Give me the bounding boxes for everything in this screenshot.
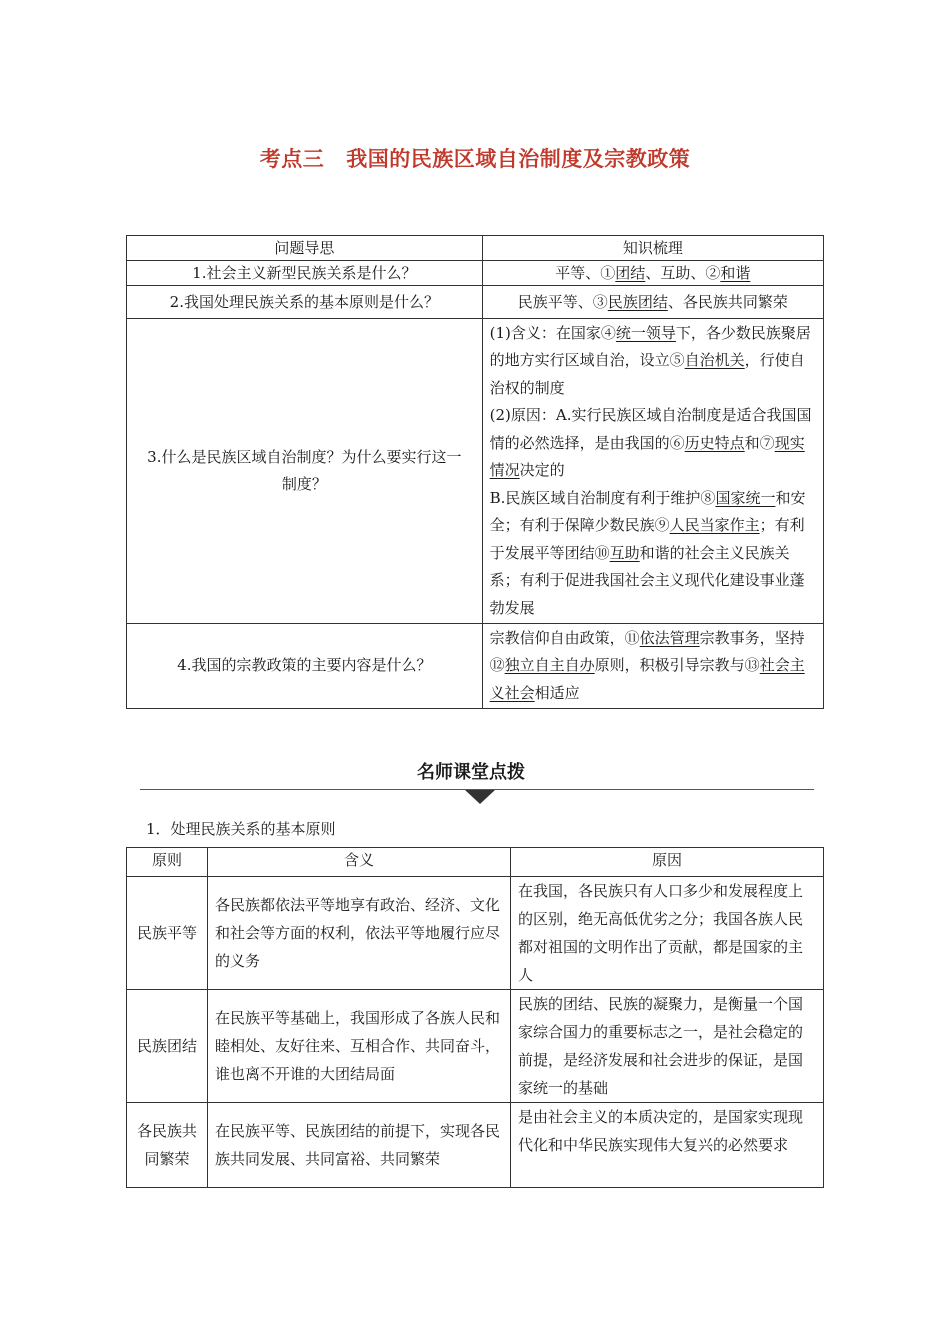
fill-blank: 团结: [615, 264, 646, 282]
principle-cell: 民族团结: [127, 990, 208, 1103]
fill-blank: 现实情况: [489, 433, 805, 480]
subheading: 1．处理民族关系的基本原则: [146, 820, 336, 838]
principle-cell: 各民族共同繁荣: [127, 1103, 208, 1188]
principles-table: [126, 847, 824, 1188]
triangle-down-icon: [465, 790, 495, 804]
reason-cell: 民族的团结、民族的凝聚力，是衡量一个国家综合国力的重要标志之一，是社会稳定的前提，是经济发展和社会进步的保证，是国家统一的基础: [511, 990, 824, 1103]
table-row: [127, 624, 824, 709]
fill-blank: 依法管理: [639, 628, 700, 647]
fill-blank: 互助: [609, 543, 640, 562]
reason-cell: 是由社会主义的本质决定的，是国家实现现代化和中华民族实现伟大复兴的必然要求: [511, 1103, 824, 1188]
reason-cell: 在我国，各民族只有人口多少和发展程度上的区别，绝无高低优劣之分；我国各族人民都对祖国的文明作出了贡献，都是国家的主人: [511, 877, 824, 990]
header-reason: 原因: [511, 848, 824, 877]
header-meaning: 含义: [208, 848, 511, 877]
question-cell: 3.什么是民族区域自治制度？为什么要实行这一制度？: [127, 319, 483, 624]
page-title: [0, 143, 950, 173]
header-principle: 原则: [127, 848, 208, 877]
fill-blank: 和谐: [720, 264, 751, 282]
table-header-row: [127, 848, 824, 877]
answer-paragraph: B.民族区域自治制度有利于维护⑧国家统一和安全；有利于保障少数民族⑨人民当家作主；有利于发展平等团结⑩互助和谐的社会主义民族关系；有利于促进我国社会主义现代化建设事业蓬勃发展: [489, 488, 806, 617]
answer-paragraph: (1)含义：在国家④统一领导下，各少数民族聚居的地方实行区域自治，设立⑤自治机关，行使自治权的制度: [489, 323, 811, 397]
table-row: [127, 877, 824, 990]
fill-blank: 民族团结: [607, 293, 668, 311]
answer-paragraph: (2)原因：A.实行民族区域自治制度是适合我国国情的必然选择，是由我国的⑥历史特点和⑦现实情况决定的: [489, 406, 812, 480]
answer-cell: [482, 319, 823, 624]
table-row: [127, 286, 824, 319]
fill-blank: 人民当家作主: [669, 516, 760, 535]
question-cell: 2.我国处理民族关系的基本原则是什么？: [127, 286, 483, 319]
meaning-cell: 在民族平等基础上，我国形成了各族人民和睦相处、友好往来、互相合作、共同奋斗，谁也离不开谁的大团结局面: [208, 990, 511, 1103]
meaning-cell: 在民族平等、民族团结的前提下，实现各民族共同发展、共同富裕、共同繁荣: [208, 1103, 511, 1188]
table-header-row: [127, 236, 824, 261]
guide-table: [126, 235, 824, 709]
meaning-cell: 各民族都依法平等地享有政治、经济、文化和社会等方面的权利，依法平等地履行应尽的义务: [208, 877, 511, 990]
header-knowledge: 知识梳理: [482, 236, 823, 261]
title-part2: 我国的民族区域自治制度及宗教政策: [346, 147, 691, 171]
header-questions: 问题导思: [127, 236, 483, 261]
fill-blank: 国家统一: [715, 488, 776, 507]
answer-cell: 平等、①团结、互助、②和谐: [482, 261, 823, 286]
answer-cell: 民族平等、③民族团结、各民族共同繁荣: [482, 286, 823, 319]
question-cell: 4.我国的宗教政策的主要内容是什么？: [127, 624, 483, 709]
fill-blank: 社会主义社会: [489, 656, 805, 702]
principle-cell: 民族平等: [127, 877, 208, 990]
title-part1: 考点三: [259, 147, 325, 171]
question-cell: 1.社会主义新型民族关系是什么？: [127, 261, 483, 286]
fill-blank: 自治机关: [684, 351, 745, 370]
table-row: [127, 1103, 824, 1188]
fill-blank: 独立自主自办: [504, 656, 595, 675]
answer-cell: 宗教信仰自由政策，⑪依法管理宗教事务，坚持⑫独立自主自办原则，积极引导宗教与⑬社会主义社会相适应: [482, 624, 823, 709]
fill-blank: 历史特点: [684, 433, 745, 452]
fill-blank: 统一领导: [615, 323, 676, 342]
table-row: [127, 261, 824, 286]
table-row: [127, 990, 824, 1103]
table-row: [127, 319, 824, 624]
section-title: 名师课堂点拨: [417, 762, 525, 783]
